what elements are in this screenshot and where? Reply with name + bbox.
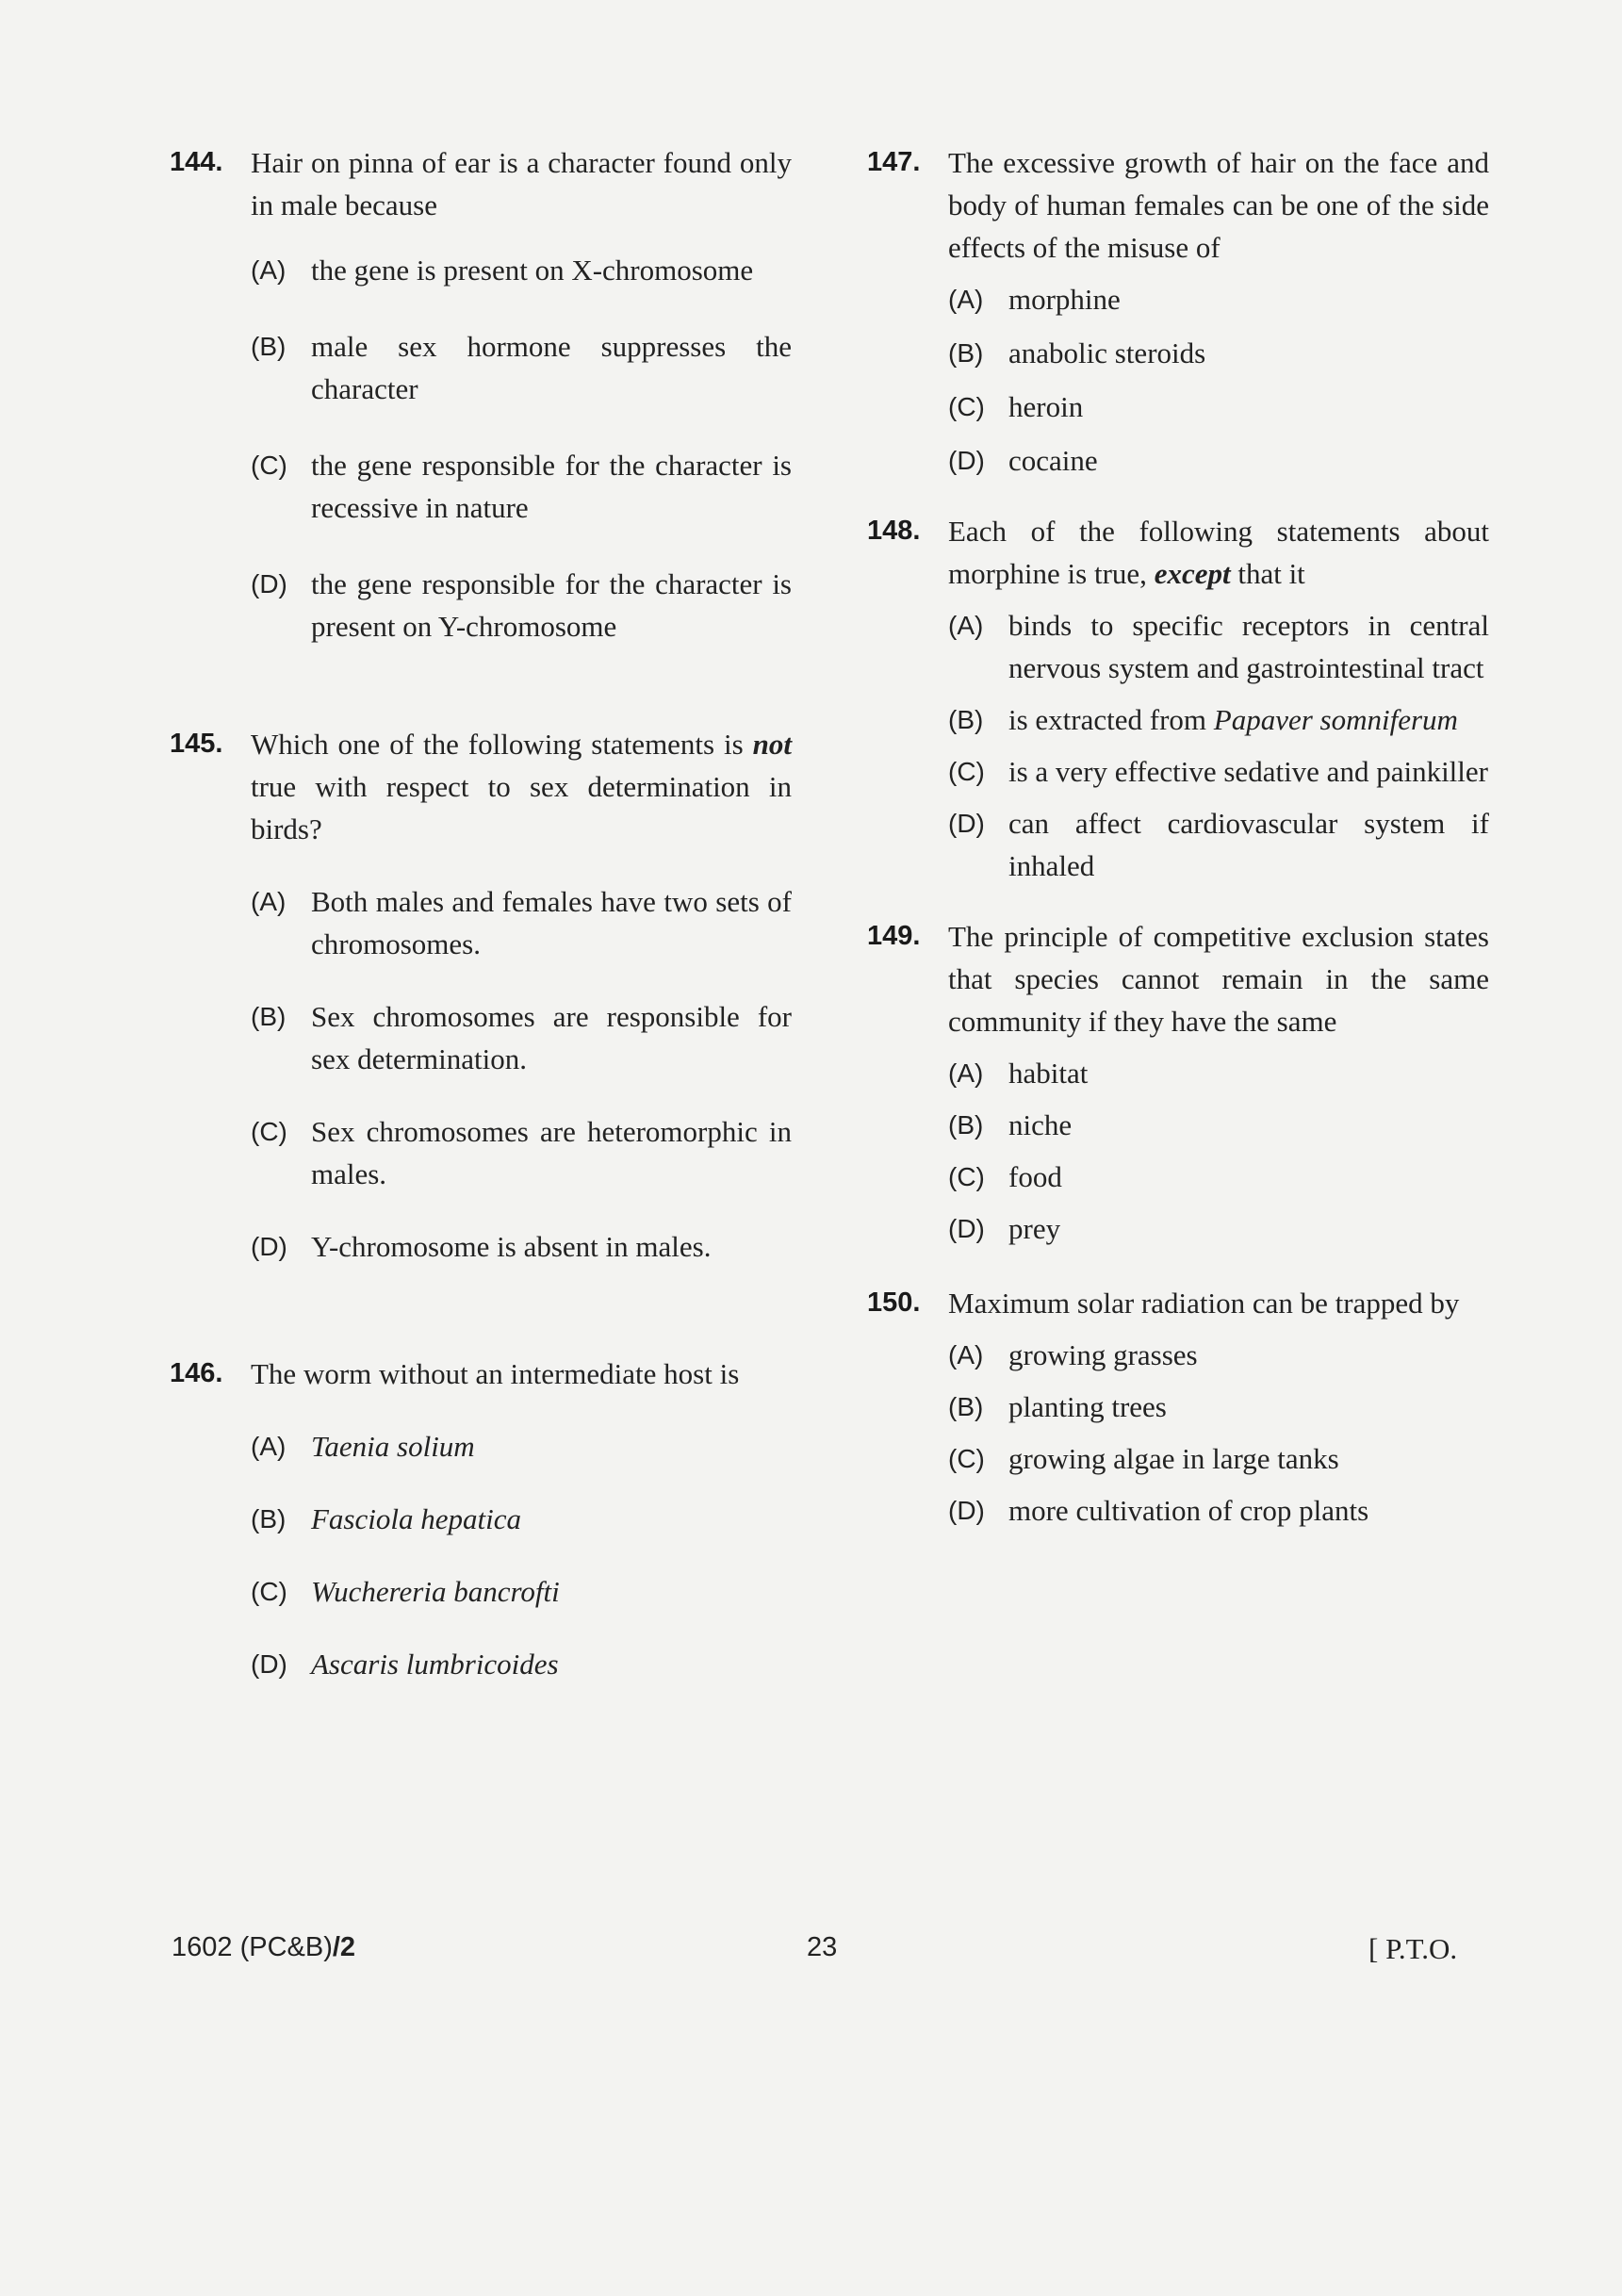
option-c: (C) is a very effective sedative and painkiller: [948, 755, 1488, 788]
question-stem: Each of the following statements about morphine is true, except that it: [948, 515, 1489, 590]
option-d: (D) Y-chromosome is absent in males.: [251, 1230, 712, 1263]
emphasis-except: except: [1154, 557, 1231, 590]
option-b: (B) planting trees: [948, 1390, 1167, 1423]
option-b: (B) Fasciola hepatica: [251, 1502, 521, 1535]
please-turn-over: [ P.T.O.: [1368, 1932, 1458, 1965]
question-number: 146.: [170, 1358, 223, 1388]
option-c: (C) the gene responsible for the character is recessive in nature: [251, 449, 792, 524]
option-d: (D) prey: [948, 1212, 1061, 1245]
option-b: (B) niche: [948, 1108, 1073, 1141]
option-a: (A) growing grasses: [948, 1338, 1198, 1371]
option-b: (B) Sex chromosomes are responsible for sex determination.: [251, 1000, 792, 1075]
question-number: 147.: [867, 147, 921, 177]
question-stem: Hair on pinna of ear is a character found only in male because: [251, 146, 792, 221]
option-c: (C) Sex chromosomes are heteromorphic in males.: [251, 1115, 792, 1190]
question-stem: The principle of competitive exclusion states that species cannot remain in the same community if they have the same: [948, 920, 1489, 1038]
page-number: 23: [807, 1932, 838, 1962]
emphasis-not: not: [752, 728, 792, 761]
right-column: [867, 141, 1489, 1532]
question-stem: The excessive growth of hair on the face and body of human females can be one of the side effects of the misuse of: [948, 146, 1489, 264]
question-146: [170, 1353, 792, 1685]
option-a: (A) the gene is present on X-chromosome: [251, 254, 754, 287]
question-number: 150.: [867, 1287, 921, 1318]
species-name: Papaver somniferum: [1213, 703, 1458, 736]
option-d: (D) cocaine: [948, 444, 1098, 477]
question-145: [170, 723, 792, 1268]
option-d: (D) Ascaris lumbricoides: [251, 1648, 559, 1681]
option-b: (B) anabolic steroids: [948, 336, 1206, 369]
question-148: [867, 510, 1489, 887]
question-147: [867, 141, 1489, 482]
option-d: (D) more cultivation of crop plants: [948, 1494, 1369, 1527]
question-number: 144.: [170, 147, 223, 177]
question-stem: Maximum solar radiation can be trapped by: [948, 1287, 1460, 1320]
question-number: 148.: [867, 516, 921, 546]
option-d: (D) the gene responsible for the character is present on Y-chromosome: [251, 567, 792, 643]
option-a: (A) binds to specific receptors in central nervous system and gastrointestinal tract: [948, 609, 1489, 684]
option-c: (C) heroin: [948, 390, 1084, 423]
left-column: [170, 141, 792, 1685]
option-a: (A) habitat: [948, 1057, 1089, 1090]
question-stem: The worm without an intermediate host is: [251, 1357, 740, 1390]
question-number: 145.: [170, 729, 223, 759]
question-number: 149.: [867, 921, 921, 951]
question-stem: Which one of the following statements is not true with respect to sex determination in birds?: [251, 728, 792, 845]
option-d: (D) can affect cardiovascular system if inhaled: [948, 807, 1489, 882]
option-b: (B) is extracted from Papaver somniferum: [948, 703, 1458, 736]
option-c: (C) Wuchereria bancrofti: [251, 1575, 560, 1608]
footer-booklet-code: 1602 (PC&B)/2: [172, 1932, 356, 1962]
option-a: (A) Taenia solium: [251, 1430, 475, 1463]
option-c: (C) growing algae in large tanks: [948, 1442, 1339, 1475]
question-150: [867, 1282, 1489, 1532]
option-a: (A) Both males and females have two sets of chromosomes.: [251, 885, 792, 960]
option-a: (A) morphine: [948, 283, 1121, 316]
question-144: [170, 141, 792, 648]
question-149: [867, 915, 1489, 1250]
option-c: (C) food: [948, 1160, 1062, 1193]
option-b: (B) male sex hormone suppresses the character: [251, 330, 792, 405]
